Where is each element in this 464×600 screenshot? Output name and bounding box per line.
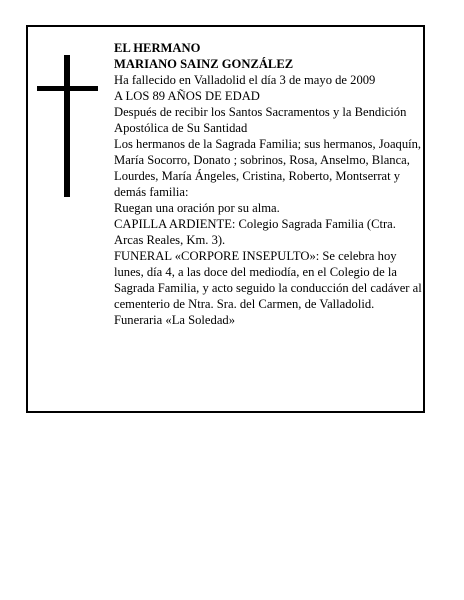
cross-horizontal-bar (37, 86, 98, 91)
deceased-name: MARIANO SAINZ GONZÁLEZ (114, 57, 294, 71)
cross-vertical-bar (64, 55, 70, 197)
death-statement: Ha fallecido en Valladolid el día 3 de mayo de 2009 (114, 73, 376, 87)
funeral-home: Funeraria «La Soledad» (114, 313, 235, 327)
obituary-text (114, 40, 422, 328)
age-statement: A LOS 89 AÑOS DE EDAD (114, 89, 260, 103)
funeral-paragraph: FUNERAL «CORPORE INSEPULTO»: Se celebra hoy lunes, día 4, a las doce del mediodía, en el Colegio de la Sagrada Familia, y acto seguido la conducción del cadáver al cementerio de Ntra. Sra. del Carmen, de Valladolid. (114, 249, 422, 311)
family-paragraph: Los hermanos de la Sagrada Familia; sus hermanos, Joaquín, María Socorro, Donato ; sobrinos, Rosa, Anselmo, Blanca, Lourdes, María Ángeles, Cristina, Roberto, Montserrat y demás familia: (114, 137, 422, 199)
chapel-paragraph: CAPILLA ARDIENTE: Colegio Sagrada Familia (Ctra. Arcas Reales, Km. 3). (114, 217, 396, 247)
sacraments-paragraph: Después de recibir los Santos Sacramentos y la Bendición Apostólica de Su Santidad (114, 105, 407, 135)
latin-cross-icon (37, 55, 98, 197)
prayer-request: Ruegan una oración por su alma. (114, 201, 280, 215)
relation-heading: EL HERMANO (114, 41, 201, 55)
